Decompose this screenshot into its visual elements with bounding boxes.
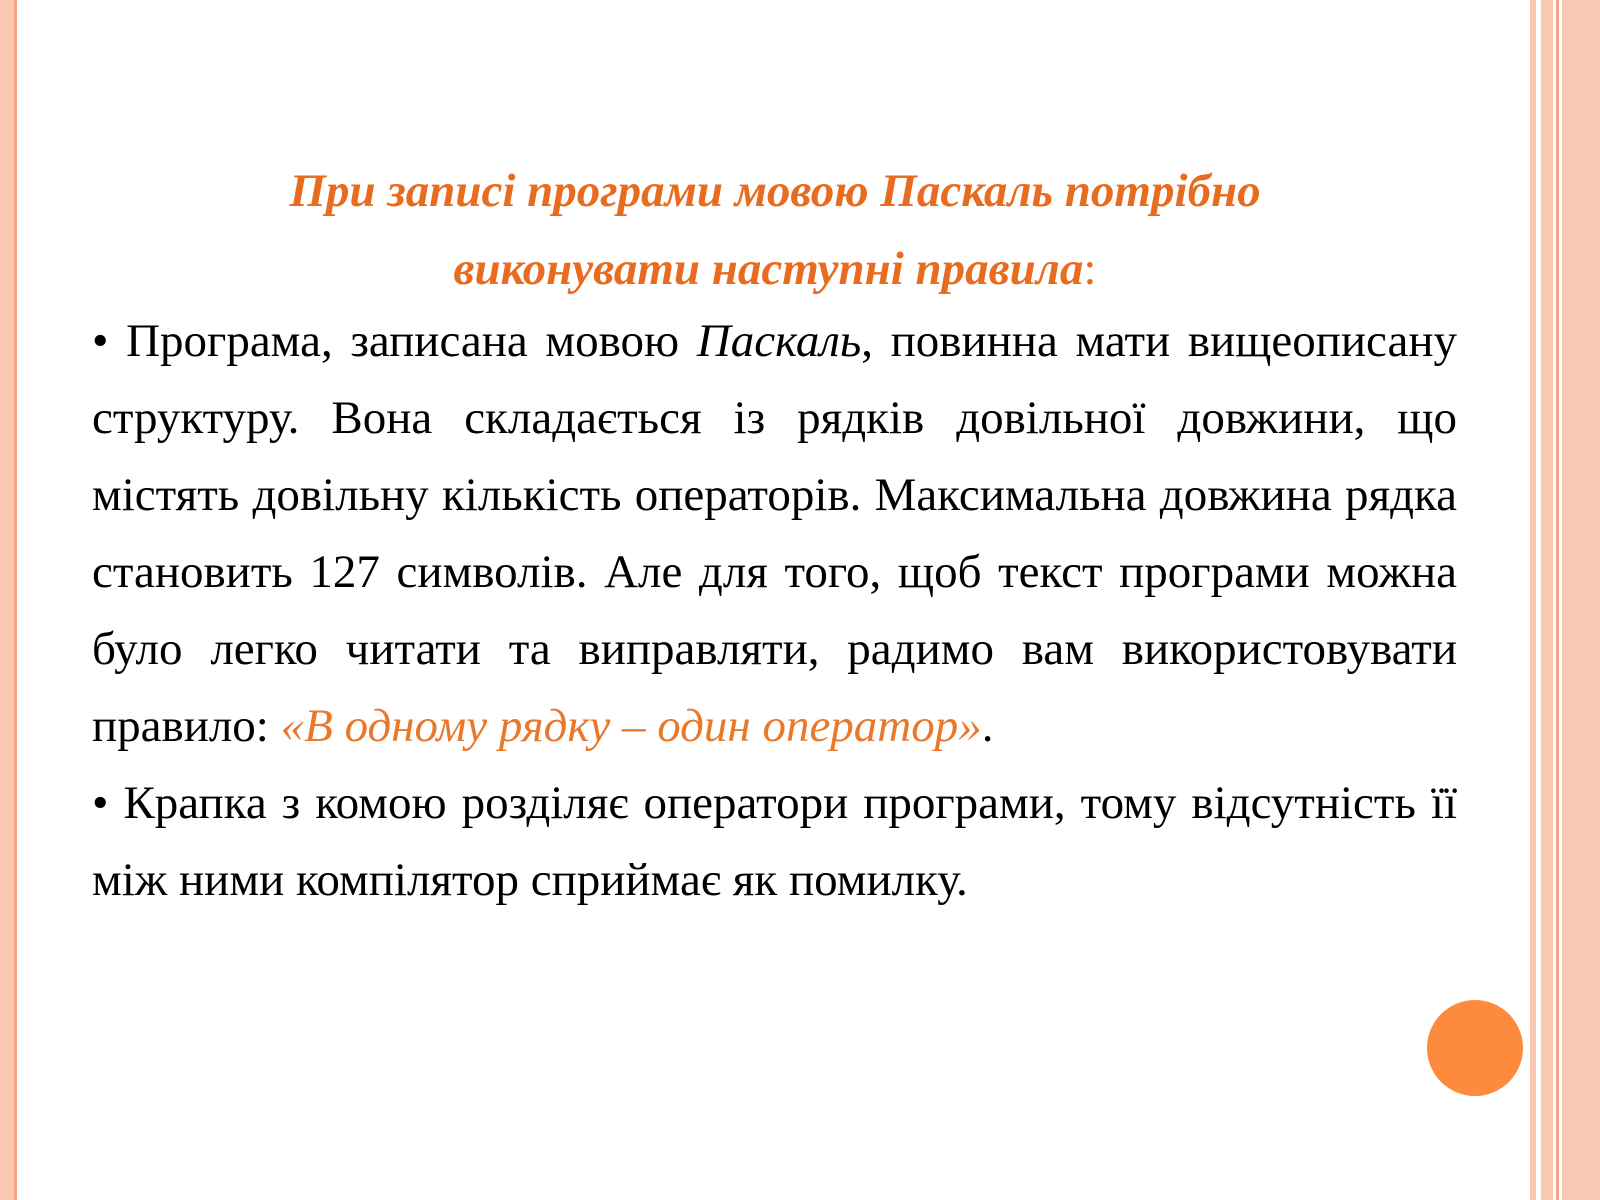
orange-circle-decoration [1427, 1000, 1523, 1096]
bullet-2: • [92, 777, 109, 829]
right-border-stripe [1562, 0, 1600, 1200]
paragraph-1-end: . [981, 700, 994, 752]
title-line-2 [160, 230, 1390, 308]
rule-quote: «В одному рядку – один оператор» [280, 700, 982, 752]
right-border-line [1556, 0, 1559, 1200]
slide-body [92, 303, 1457, 919]
right-border-stripe [1541, 0, 1553, 1200]
paragraph-1-text-rest: , повинна мати вищеописану структуру. Вона складається із рядків довільної довжини, що містять довільну кількість операторів. Максимальна довжина рядка становить 127 символів. Але для того, щоб текст програми можна було легко читати та виправляти, радимо вам використовувати правило: [92, 315, 1457, 752]
title-line-2-text: виконувати наступні правила [453, 243, 1084, 295]
rule-paragraph-2 [92, 765, 1457, 919]
left-border-line [14, 0, 17, 1200]
rule-paragraph-1 [92, 303, 1457, 765]
right-border-stripe [1530, 0, 1536, 1200]
left-border-stripe [0, 0, 14, 1200]
paragraph-1-text-start: Програма, записана мовою [108, 315, 697, 367]
bullet-1: • [92, 315, 109, 367]
paragraph-2-text: Крапка з комою розділяє оператори програми, тому відсутність її між ними компілятор сприймає як помилку. [92, 777, 1457, 906]
title-line-1: При записі програми мовою Паскаль потрібно [289, 165, 1261, 217]
paragraph-1-italic-word: Паскаль [696, 315, 862, 367]
slide-title [160, 152, 1390, 308]
title-colon: : [1083, 243, 1097, 295]
